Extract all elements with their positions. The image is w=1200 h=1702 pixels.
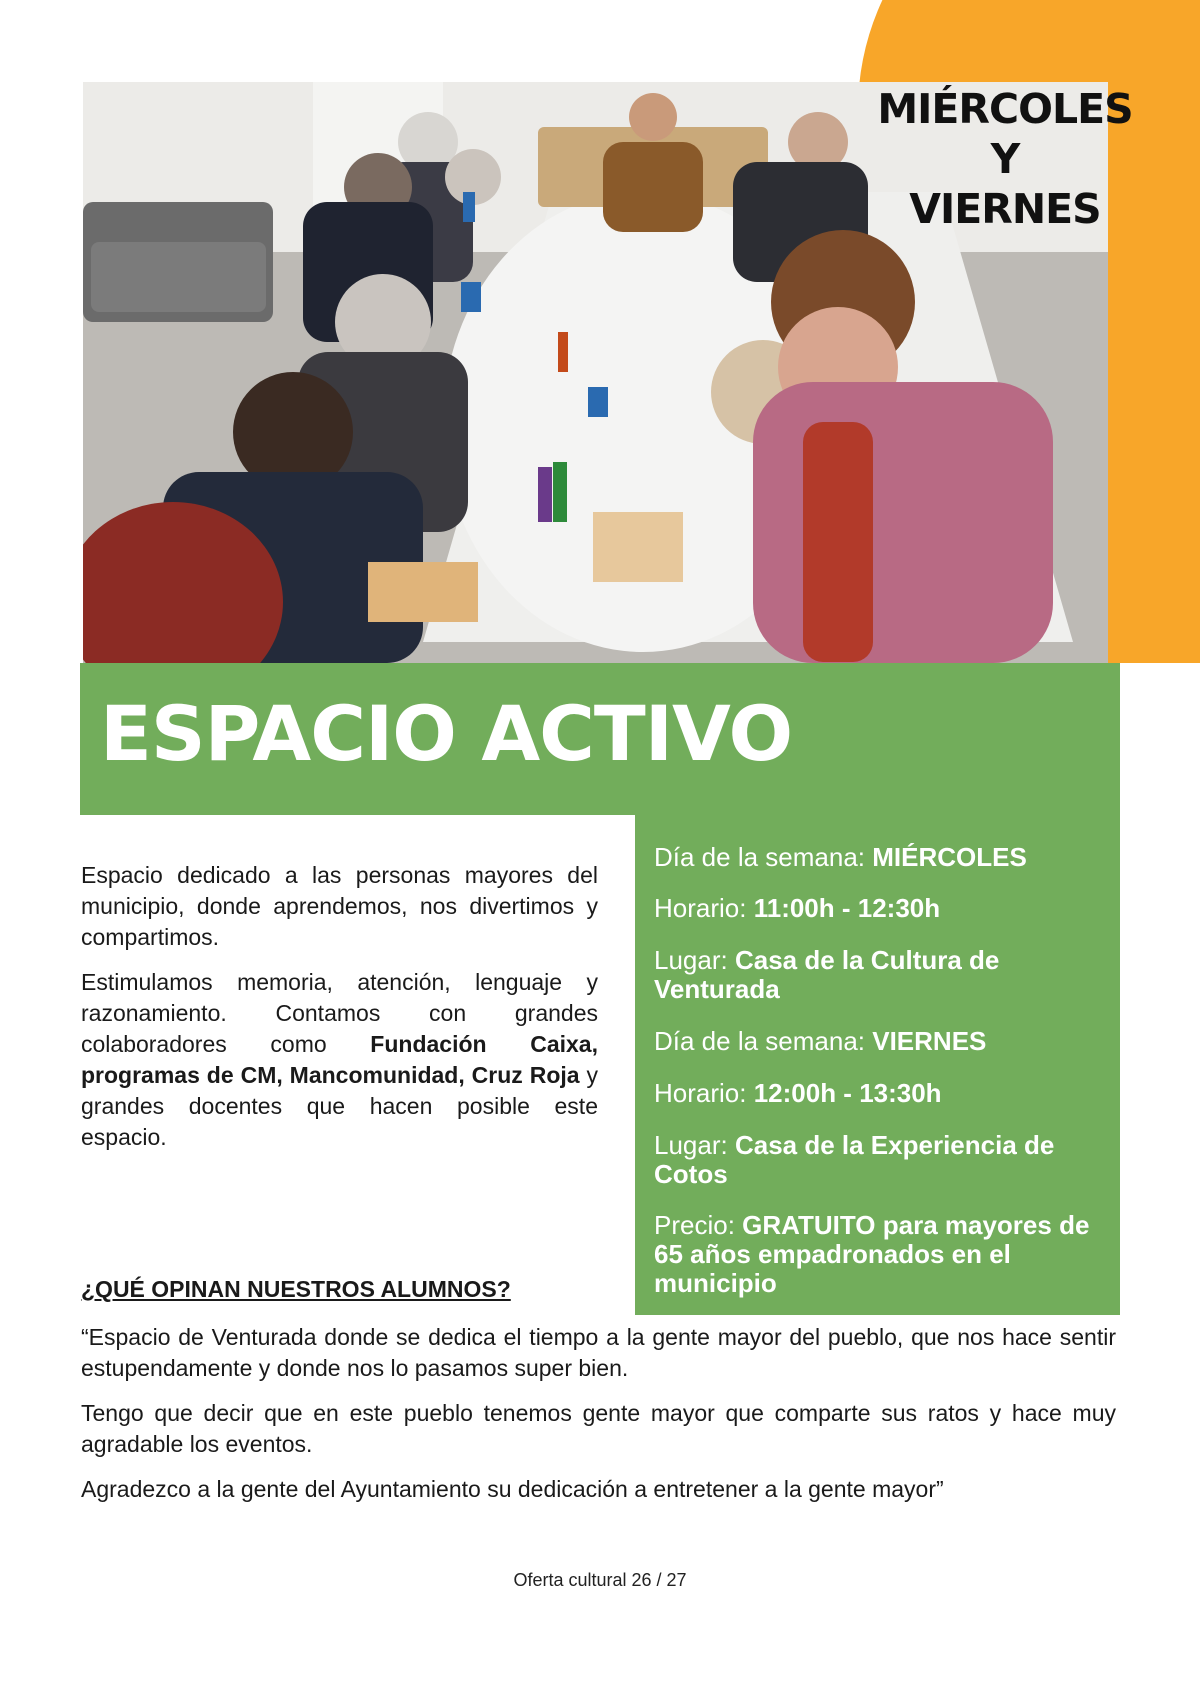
day-2-label: Día de la semana:	[654, 1026, 873, 1056]
quote-paragraph-3: Agradezco a la gente del Ayuntamiento su dedicación a entretener a la gente mayor”	[81, 1476, 944, 1502]
schedule-day-1	[654, 843, 1104, 872]
place-1-value: Casa de la Cultura de Venturada	[654, 945, 1000, 1004]
quote-paragraph-2: Tengo que decir que en este pueblo tenemos gente mayor que comparte sus ratos y hace muy agradable los eventos.	[81, 1400, 1116, 1457]
hours-2-label: Horario:	[654, 1078, 754, 1108]
page-footer: Oferta cultural 26 / 27	[513, 1570, 687, 1590]
price-value: GRATUITO para mayores de 65 años empadronados en el municipio	[654, 1210, 1090, 1298]
badge-line-3: VIERNES	[909, 185, 1101, 233]
place-2-label: Lugar:	[654, 1130, 735, 1160]
schedule-hours-2	[654, 1079, 1104, 1108]
quote-paragraph-1: “Espacio de Venturada donde se dedica el tiempo a la gente mayor del pueblo, que nos hace sentir estupendamente y donde nos lo pasamos super bien.	[81, 1324, 1116, 1381]
place-1-label: Lugar:	[654, 945, 735, 975]
opinions-quote	[81, 1322, 1116, 1519]
schedule-day-2	[654, 1027, 1104, 1056]
hours-2-value: 12:00h - 13:30h	[753, 1078, 942, 1108]
intro-p2-start: Estimulamos memoria, atención, lenguaje y razonamiento. Contamos con grandes colaboradores como	[81, 969, 598, 1057]
hours-1-label: Horario:	[654, 893, 754, 923]
schedule-place-2	[654, 1131, 1104, 1189]
badge-line-1: MIÉRCOLES	[877, 85, 1133, 133]
opinions-heading: ¿QUÉ OPINAN NUESTROS ALUMNOS?	[81, 1276, 511, 1302]
place-2-value: Casa de la Experiencia de Cotos	[654, 1130, 1055, 1189]
hours-1-value: 11:00h - 12:30h	[753, 893, 941, 923]
badge-line-2: Y	[990, 135, 1020, 183]
collaborators-bold: Fundación Caixa, programas de CM, Mancomunidad, Cruz Roja	[81, 1031, 598, 1088]
intro-p2-end: y grandes docentes que hacen posible este espacio.	[81, 1062, 598, 1150]
intro-paragraph-2	[81, 967, 598, 1153]
price-label: Precio:	[654, 1210, 743, 1240]
schedule-price	[654, 1211, 1104, 1298]
day-1-value: MIÉRCOLES	[872, 842, 1027, 872]
schedule-box	[635, 815, 1120, 1315]
day-1-label: Día de la semana:	[654, 842, 873, 872]
schedule-hours-1	[654, 894, 1104, 923]
title-band	[80, 663, 1120, 815]
days-badge	[870, 84, 1140, 234]
page-title: ESPACIO ACTIVO	[100, 689, 793, 778]
schedule-place-1	[654, 946, 1104, 1004]
intro-paragraph-1: Espacio dedicado a las personas mayores del municipio, donde aprendemos, nos divertimos y compartimos.	[81, 862, 598, 950]
day-2-value: VIERNES	[872, 1026, 987, 1056]
intro-text	[81, 860, 598, 1167]
